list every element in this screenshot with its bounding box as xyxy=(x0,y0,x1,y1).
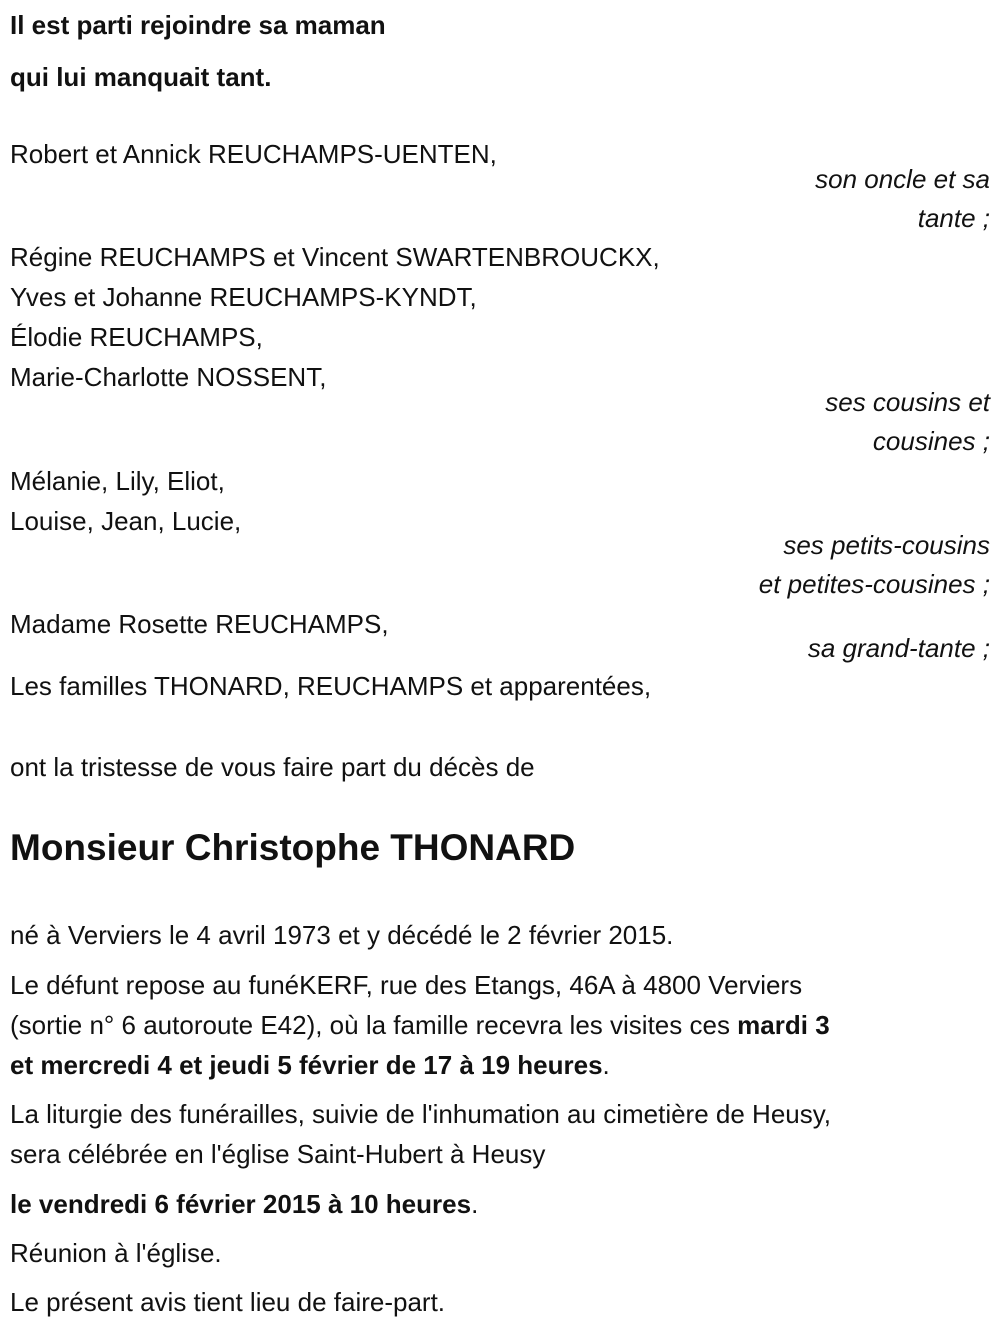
liturgy-line: sera célébrée en l'église Saint-Hubert à Heusy xyxy=(10,1139,546,1169)
period: . xyxy=(471,1189,479,1219)
second-cousins-role: et petites-cousines ; xyxy=(758,569,990,599)
second-cousins-role: ses petits-cousins xyxy=(783,530,990,560)
cousin: Élodie REUCHAMPS, xyxy=(10,322,263,352)
epigraph-line: Il est parti rejoindre sa maman xyxy=(10,10,386,40)
great-aunt: Madame Rosette REUCHAMPS, xyxy=(10,609,389,639)
families: Les familles THONARD, REUCHAMPS et apparentées, xyxy=(10,671,652,701)
visit-dates: et mercredi 4 et jeudi 5 février de 17 à 19 heures xyxy=(10,1050,603,1080)
liturgy-line: La liturgie des funérailles, suivie de l'inhumation au cimetière de Heusy, xyxy=(10,1099,832,1129)
rest-line xyxy=(10,1007,830,1043)
second-cousins: Louise, Jean, Lucie, xyxy=(10,506,242,536)
rest-text: (sortie n° 6 autoroute E42), où la famille recevra les visites ces xyxy=(10,1010,738,1040)
period: . xyxy=(602,1050,610,1080)
uncle-aunt: Robert et Annick REUCHAMPS-UENTEN, xyxy=(10,139,497,169)
visit-date: mardi 3 xyxy=(737,1010,830,1040)
meeting: Réunion à l'église. xyxy=(10,1238,222,1268)
rest-line: Le défunt repose au funéKERF, rue des Etangs, 46A à 4800 Verviers xyxy=(10,970,803,1000)
epigraph-line: qui lui manquait tant. xyxy=(10,62,272,92)
rest-line xyxy=(10,1047,610,1083)
uncle-aunt-role: tante ; xyxy=(917,203,990,233)
cousins-role: cousines ; xyxy=(872,426,990,456)
deceased-name: Monsieur Christophe THONARD xyxy=(10,827,576,868)
cousins-role: ses cousins et xyxy=(825,387,990,417)
announcement: ont la tristesse de vous faire part du décès de xyxy=(10,752,535,782)
uncle-aunt-role: son oncle et sa xyxy=(815,164,990,194)
great-aunt-role: sa grand-tante ; xyxy=(807,633,990,663)
birth-death: né à Verviers le 4 avril 1973 et y décédé le 2 février 2015. xyxy=(10,920,674,950)
notice: Le présent avis tient lieu de faire-part. xyxy=(10,1287,446,1317)
cousin: Régine REUCHAMPS et Vincent SWARTENBROUCKX, xyxy=(10,242,660,272)
ceremony-date xyxy=(10,1186,478,1222)
cousin: Yves et Johanne REUCHAMPS-KYNDT, xyxy=(10,282,477,312)
ceremony-date-text: le vendredi 6 février 2015 à 10 heures xyxy=(10,1189,472,1219)
second-cousins: Mélanie, Lily, Eliot, xyxy=(10,466,225,496)
cousin: Marie-Charlotte NOSSENT, xyxy=(10,362,327,392)
